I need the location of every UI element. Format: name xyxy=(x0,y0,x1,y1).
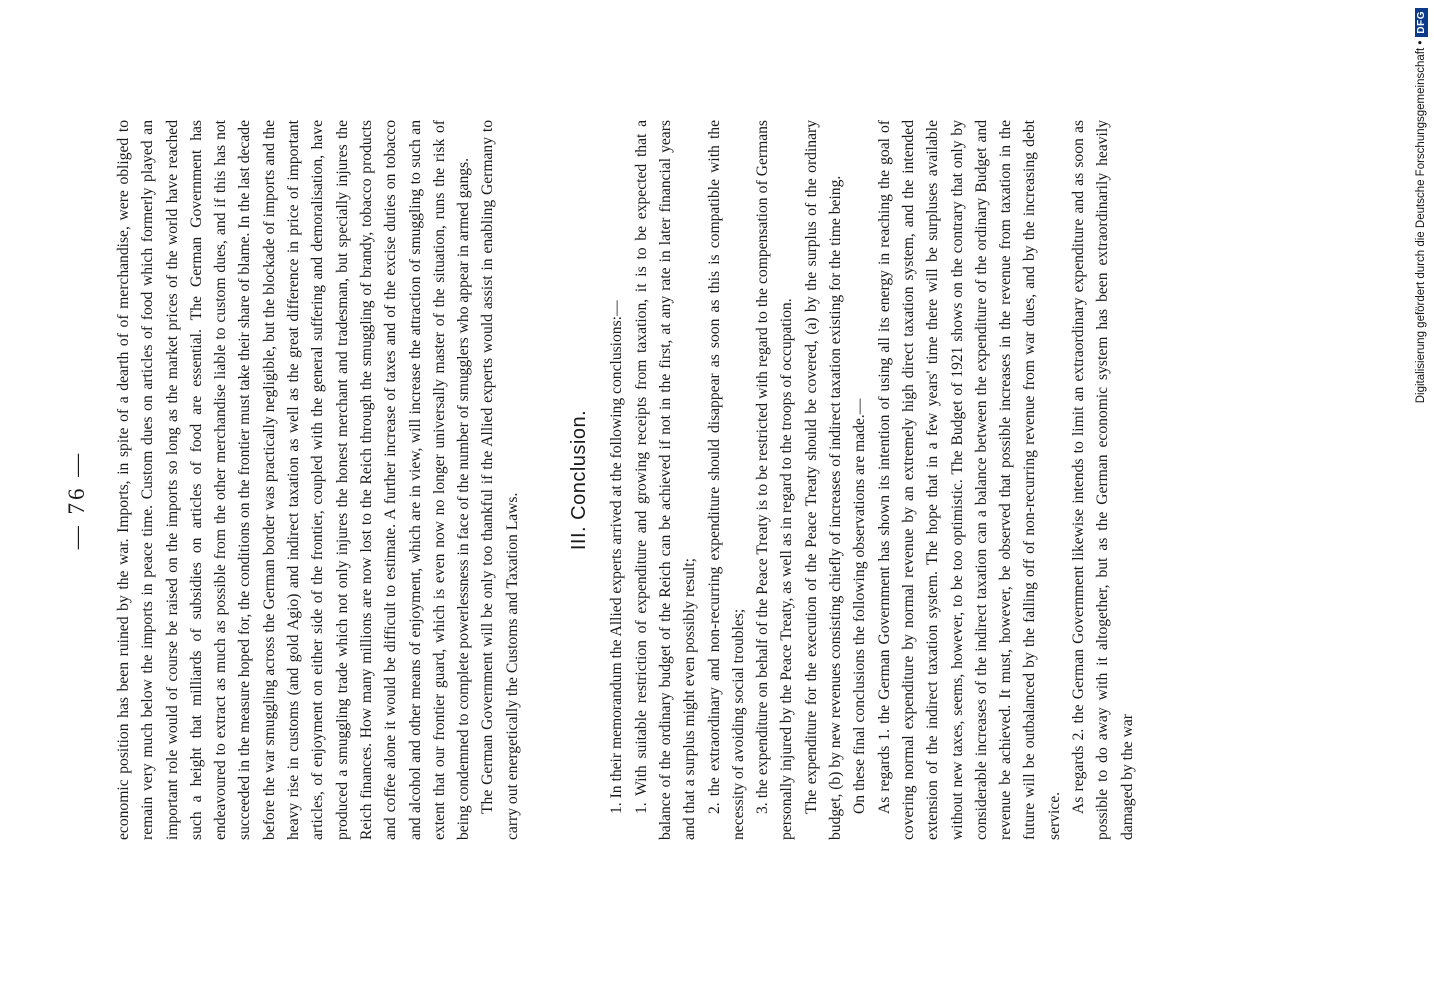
dfg-watermark-text: Digitalisierung gefördert durch die Deutsche Forschungsgemeinschaft • xyxy=(1415,40,1427,404)
paragraph-imports: economic position has been ruined by the war. Imports, in spite of a dearth of of merchandise, were obliged to remain very much below the imports in peace time. Custom dues on articles of food which formerly played an important role would of course be raised on the imports so long as the market prices of the world have reached such a height that milliards of subsidies on articles of food are essential. The German Government has endeavoured to extract as much as possible from the other merchandise liable to custom dues, and if this has not succeeded in the measure hoped for, the conditions on the frontier must take their share of blame. In the last decade before the war smuggling across the German border was practically negligible, but the blockade of imports and the heavy rise in customs (and gold Agio) and indirect taxation as well as the great difference in price of important articles, of enjoyment on either side of the frontier, coupled with the general suffering and demoralisation, have produced a smuggling trade which not only injures the honest merchant and tradesman, but specially injures the Reich finances. How many millions are now lost to the Reich through the smuggling of brandy, tobacco products and coffee alone it would be difficult to estimate. A further increase of taxes and of the excise duties on tobacco and alcohol and other means of enjoyment, which are in view, will increase the attraction of smuggling to such an extent that our frontier guard, which is even now no longer universally master of the situation, runs the risk of being condemned to complete powerlessness in face of the number of smugglers who appear in armed gangs. xyxy=(115,120,473,840)
paragraph-conclusion-3: 3. the expenditure on behalf of the Peace Treaty is to be restricted with regard to the compensation of Germans personally injured by the Peace Treaty, as well as in regard to the troops of occupation. xyxy=(754,120,796,840)
paragraph-allied-assist: The German Government will be only too thankful if the Allied experts would assist in enabling Germany to carry out energetically the Customs and Taxation Laws. xyxy=(479,120,521,840)
text-block xyxy=(112,120,1140,840)
paragraph-regards-2: As regards 2. the German Government likewise intends to limit an extraordinary expenditure and as soon as possible to do away with it altogether, but as the German economic system has been extraordinarily heavily damaged by the war xyxy=(1069,120,1136,840)
page-number: — 76 — xyxy=(64,450,89,550)
paragraph-expenditure: The expenditure for the execution of the Peace Treaty should be covered, (a) by the surplus of the ordinary budget, (b) by new revenues consisting chiefly of increases of indirect taxation existing for the time being. xyxy=(802,120,845,840)
dfg-logo-icon: DFG xyxy=(1415,8,1428,37)
paragraph-memorandum: 1. In their memorandum the Allied experts arrived at the following conclusions:— xyxy=(608,300,626,814)
paragraph-observations: On these final conclusions the following observations are made.— xyxy=(851,398,869,814)
paragraph-regards-1: As regards 1. the German Government has shown its intention of using all its energy in reaching the goal of covering normal expenditure by normal revenue by an extremely high direct taxation system, and the intended extension of the indirect taxation system. The hope that in a few years' time there will be surpluses available without new taxes, seems, however, to be too optimistic. The Budget of 1921 shows on the contrary that only by considerable increases of the indirect taxation can a balance between the expenditure of the ordinary Budget and revenue be achieved. It must, however, be observed that possible increases in the revenue from taxation in the future will be outbalanced by the falling off of non-recurring revenue from war dues, and by the increasing debt service. xyxy=(875,120,1063,840)
paragraph-conclusion-1: 1. With suitable restriction of expenditure and growing receipts from taxation, it is to be expected that a balance of the ordinary budget of the Reich can be achieved if not in the first, at any rate in later financial years and that a surplus might even possibly result; xyxy=(632,120,699,840)
paragraph-conclusion-2: 2. the extraordinary and non-recurring expenditure should disappear as soon as this is compatible with the necessity of avoiding social troubles; xyxy=(705,120,747,840)
dfg-watermark xyxy=(1410,8,1432,998)
section-heading: III. Conclusion. xyxy=(568,409,591,551)
